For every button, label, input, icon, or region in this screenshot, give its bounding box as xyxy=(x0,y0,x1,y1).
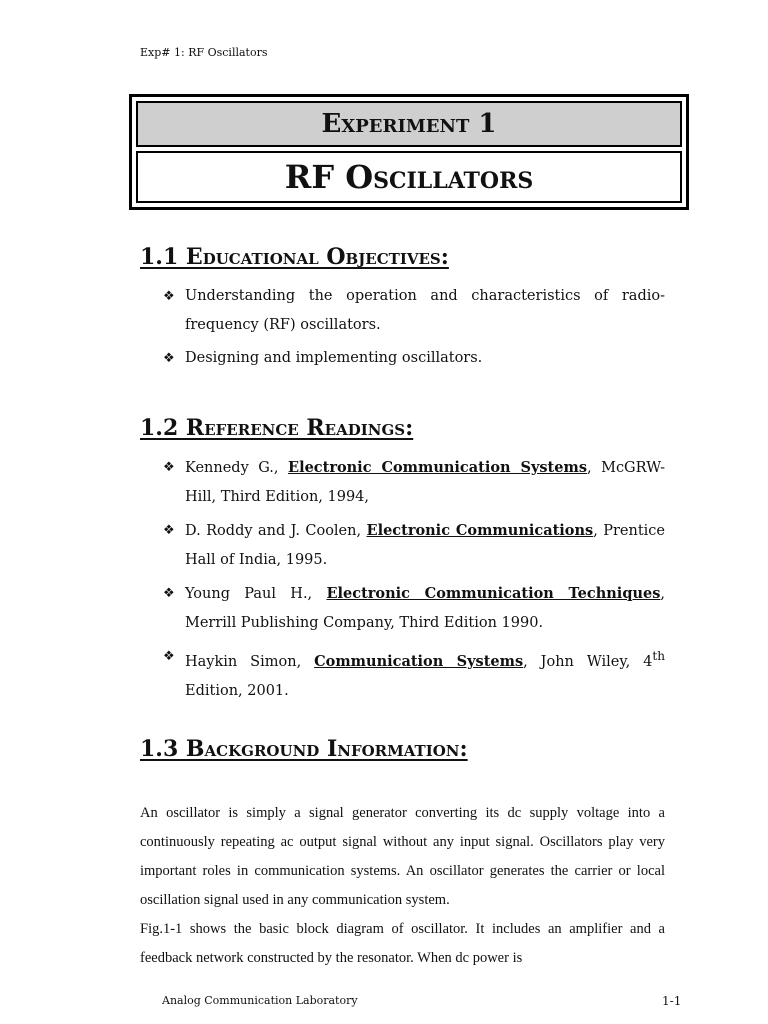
running-header: Exp# 1: RF Oscillators xyxy=(140,46,268,59)
experiment-number: Experiment 1 xyxy=(136,101,682,147)
reference-author: Kennedy G., xyxy=(185,460,289,476)
list-item xyxy=(163,516,665,575)
title-box xyxy=(129,94,689,210)
list-item-text: Designing and implementing oscillators. xyxy=(185,350,483,366)
reference-author: Haykin Simon, xyxy=(185,653,315,670)
page-number: 1-1 xyxy=(662,994,682,1008)
experiment-title: RF Oscillators xyxy=(136,151,682,203)
ordinal-superscript: th xyxy=(652,649,666,663)
diamond-bullet-icon: ❖ xyxy=(163,351,175,366)
reference-details: Edition, 2001. xyxy=(185,682,289,699)
reference-text xyxy=(185,453,665,512)
reference-author: D. Roddy and J. Coolen, xyxy=(185,523,367,539)
paragraph: Fig.1-1 shows the basic block diagram of oscillator. It includes an amplifier and a feedback network constructed by the resonator. When dc power is xyxy=(140,921,665,966)
section-heading-background: 1.3 Background Information: xyxy=(140,736,468,762)
section-heading-objectives: 1.1 Educational Objectives: xyxy=(140,244,449,270)
section-heading-readings: 1.2 Reference Readings: xyxy=(140,415,414,441)
list-item xyxy=(163,642,665,706)
reference-text xyxy=(185,642,665,706)
background-body xyxy=(140,799,665,973)
diamond-bullet-icon: ❖ xyxy=(163,289,175,304)
footer-lab-name: Analog Communication Laboratory xyxy=(162,994,358,1007)
reference-details: , Merrill Publishing Company, Third Edition 1990. xyxy=(185,586,665,631)
diamond-bullet-icon: ❖ xyxy=(163,649,175,664)
list-item-text: Understanding the operation and characteristics of radio-frequency (RF) oscillators. xyxy=(185,288,665,333)
list-item xyxy=(163,282,665,340)
list-item xyxy=(163,344,665,373)
list-item xyxy=(163,579,665,638)
reference-details: , McGRW-Hill, Third Edition, 1994, xyxy=(185,460,665,505)
reference-text xyxy=(185,579,665,638)
list-item xyxy=(163,453,665,512)
reference-text xyxy=(185,516,665,575)
paragraph: An oscillator is simply a signal generator converting its dc supply voltage into a continuously repeating ac output signal without any input signal. Oscillators play very important roles in communication systems. An oscillator generates the carrier or local oscillation signal used in any communication system. xyxy=(140,805,665,908)
reference-book: Electronic Communications xyxy=(366,522,594,539)
reference-details: , Prentice Hall of India, 1995. xyxy=(185,523,665,568)
reference-details: , John Wiley, 4 xyxy=(523,653,653,670)
reference-author: Young Paul H., xyxy=(185,586,327,602)
diamond-bullet-icon: ❖ xyxy=(163,586,175,601)
reference-book: Electronic Communication Systems xyxy=(288,459,587,476)
diamond-bullet-icon: ❖ xyxy=(163,460,175,475)
diamond-bullet-icon: ❖ xyxy=(163,523,175,538)
reference-book: Electronic Communication Techniques xyxy=(326,585,661,602)
reference-book: Communication Systems xyxy=(314,652,524,670)
